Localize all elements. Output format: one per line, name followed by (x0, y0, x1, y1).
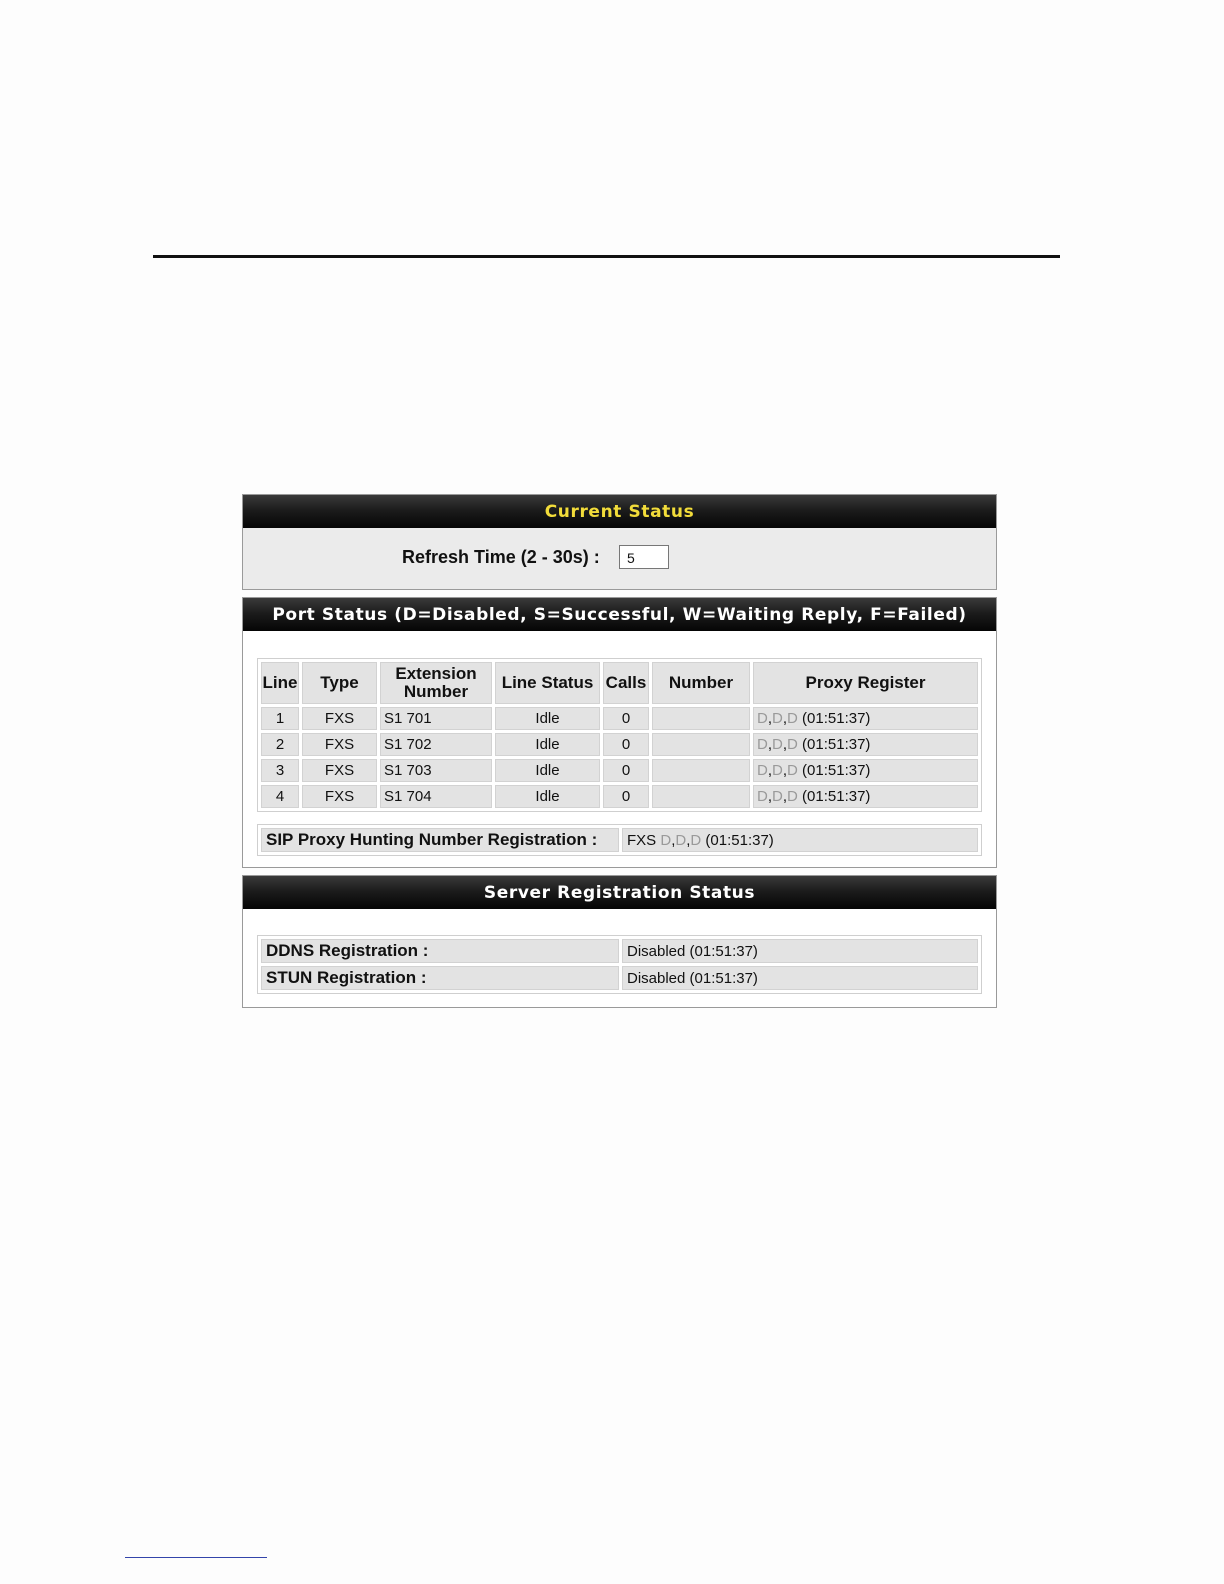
cell-type: FXS (302, 733, 377, 756)
cell-line: 2 (261, 733, 299, 756)
hunting-time: (01:51:37) (705, 831, 774, 849)
col-header-proxy-register: Proxy Register (753, 662, 978, 704)
cell-line-status: Idle (495, 759, 600, 782)
stun-row (261, 966, 978, 990)
hunting-registration-table (257, 824, 982, 856)
hunting-registration-row (261, 828, 978, 852)
hunting-status-1: D (660, 831, 672, 849)
cell-calls: 0 (603, 785, 649, 808)
cell-extension: S1 704 (380, 785, 492, 808)
col-header-extension-line2: Number (403, 682, 469, 701)
cell-line-status: Idle (495, 707, 600, 730)
proxy-time: (01:51:37) (802, 762, 871, 779)
table-row (261, 759, 978, 782)
table-row (261, 733, 978, 756)
cell-type: FXS (302, 785, 377, 808)
col-header-number: Number (652, 662, 750, 704)
server-registration-table (257, 935, 982, 994)
ddns-label: DDNS Registration : (261, 939, 619, 963)
proxy-status-3: D (787, 710, 798, 727)
proxy-status-1: D (757, 710, 768, 727)
col-header-extension-line1: Extension (395, 664, 477, 683)
hunting-registration-value: FXS D,D,D (01:51:37) (622, 828, 978, 852)
stun-value: Disabled (01:51:37) (622, 966, 978, 990)
ddns-value: Disabled (01:51:37) (622, 939, 978, 963)
top-divider (153, 255, 1060, 258)
col-header-calls: Calls (603, 662, 649, 704)
cell-calls: 0 (603, 733, 649, 756)
proxy-status-3: D (787, 788, 798, 805)
proxy-status-3: D (787, 762, 798, 779)
hunting-status-2: D (675, 831, 687, 849)
port-status-panel (242, 597, 997, 868)
cell-number (652, 733, 750, 756)
proxy-time: (01:51:37) (802, 788, 871, 805)
refresh-time-input[interactable]: 5 (619, 545, 669, 569)
current-status-body (243, 528, 996, 589)
cell-extension: S1 703 (380, 759, 492, 782)
refresh-time-label: Refresh Time (2 - 30s) : (402, 547, 600, 567)
proxy-status-1: D (757, 788, 768, 805)
port-status-title: Port Status (D=Disabled, S=Successful, W=Waiting Reply, F=Failed) (243, 598, 996, 631)
proxy-status-1: D (757, 736, 768, 753)
cell-proxy-register: D,D,D (01:51:37) (753, 759, 978, 782)
footnote-divider (125, 1557, 267, 1558)
proxy-status-2: D (772, 788, 783, 805)
col-header-extension (380, 662, 492, 704)
table-row (261, 785, 978, 808)
cell-proxy-register: D,D,D (01:51:37) (753, 707, 978, 730)
current-status-title: Current Status (243, 495, 996, 528)
col-header-line: Line (261, 662, 299, 704)
table-row (261, 707, 978, 730)
stun-label: STUN Registration : (261, 966, 619, 990)
hunting-registration-label: SIP Proxy Hunting Number Registration : (261, 828, 619, 852)
cell-number (652, 707, 750, 730)
proxy-status-2: D (772, 736, 783, 753)
cell-line-status: Idle (495, 785, 600, 808)
port-status-table (257, 658, 982, 812)
cell-number (652, 785, 750, 808)
hunting-prefix: FXS (627, 831, 657, 849)
cell-calls: 0 (603, 707, 649, 730)
proxy-status-2: D (772, 710, 783, 727)
server-registration-title: Server Registration Status (243, 876, 996, 909)
cell-type: FXS (302, 707, 377, 730)
col-header-line-status: Line Status (495, 662, 600, 704)
col-header-type: Type (302, 662, 377, 704)
proxy-status-1: D (757, 762, 768, 779)
ddns-row (261, 939, 978, 963)
cell-type: FXS (302, 759, 377, 782)
cell-proxy-register: D,D,D (01:51:37) (753, 733, 978, 756)
cell-proxy-register: D,D,D (01:51:37) (753, 785, 978, 808)
current-status-panel (242, 494, 997, 590)
cell-line-status: Idle (495, 733, 600, 756)
proxy-status-2: D (772, 762, 783, 779)
cell-extension: S1 701 (380, 707, 492, 730)
table-header-row (261, 662, 978, 704)
cell-line: 4 (261, 785, 299, 808)
proxy-time: (01:51:37) (802, 710, 871, 727)
server-registration-panel (242, 875, 997, 1008)
proxy-time: (01:51:37) (802, 736, 871, 753)
hunting-status-3: D (690, 831, 702, 849)
proxy-status-3: D (787, 736, 798, 753)
cell-calls: 0 (603, 759, 649, 782)
cell-line: 3 (261, 759, 299, 782)
cell-line: 1 (261, 707, 299, 730)
cell-number (652, 759, 750, 782)
cell-extension: S1 702 (380, 733, 492, 756)
